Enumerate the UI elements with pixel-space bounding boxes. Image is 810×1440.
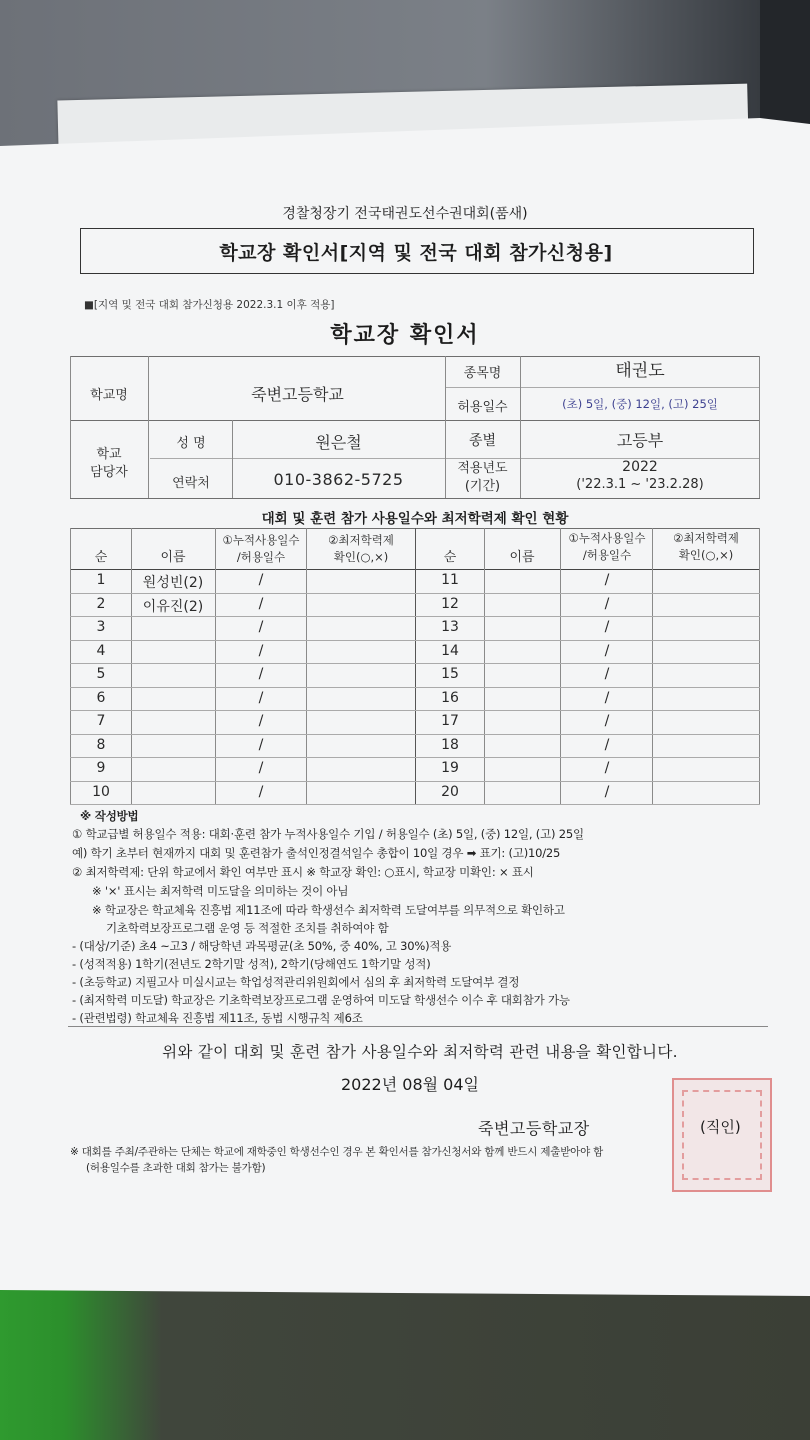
row-divider — [70, 757, 760, 758]
row-divider — [70, 640, 760, 641]
instruction-line: 기초학력보장프로그램 운영 등 적절한 조치를 취하여야 함 — [106, 921, 389, 935]
row-number: 17 — [441, 713, 459, 729]
category-value: 고등부 — [616, 431, 664, 450]
year-label: 적용년도 (기간) — [457, 461, 508, 494]
row-number: 3 — [96, 619, 106, 635]
col-no-right: 순 — [443, 550, 457, 565]
event-title: 경찰청장기 전국태권도선수권대회(품새) — [282, 206, 528, 222]
days-ratio: / — [258, 736, 264, 753]
row-number: 16 — [441, 689, 459, 706]
row-divider — [70, 781, 760, 782]
row-number: 19 — [441, 760, 459, 776]
year-period: ('22.3.1 ~ '23.2.28) — [576, 477, 704, 492]
row-number: 6 — [96, 689, 106, 706]
days-ratio: / — [258, 595, 264, 612]
row-divider — [70, 710, 760, 711]
instruction-line: ※ 학교장은 학교체육 진흥법 제11조에 따라 학생선수 최저학력 도달여부를 의무적으로 확인하고 — [92, 903, 565, 917]
principal-name: 죽변고등학교장 — [478, 1119, 590, 1138]
row-divider — [70, 616, 760, 617]
row-number: 7 — [96, 713, 106, 729]
student-name: 원성빈(2) — [142, 575, 204, 591]
footnote-2: (허용일수를 초과한 대회 참가는 불가함) — [86, 1162, 266, 1174]
sport-value: 태권도 — [615, 361, 665, 381]
col-name-left: 이름 — [160, 550, 186, 565]
name-label: 성 명 — [176, 436, 206, 451]
background-desk — [0, 1270, 810, 1440]
days-ratio: / — [258, 783, 264, 800]
category-label: 종별 — [468, 433, 497, 449]
days-ratio: / — [258, 572, 264, 588]
background-dark-corner — [760, 0, 810, 130]
status-table-title: 대회 및 훈련 참가 사용일수와 최저학력제 확인 현황 — [261, 511, 569, 527]
contact-label: 연락처 — [172, 476, 210, 491]
instruction-line: - (관련법령) 학교체육 진흥법 제11조, 동법 시행규칙 제6조 — [72, 1011, 363, 1025]
allow-value: (초) 5일, (중) 12일, (고) 25일 — [562, 397, 718, 411]
row-number: 13 — [441, 619, 459, 635]
days-ratio: / — [604, 595, 610, 612]
footnote-1: ※ 대회를 주최/주관하는 단체는 학교에 재학중인 학생선수인 경우 본 확인서를 참가신청서와 함께 반드시 제출받아야 함 — [70, 1146, 604, 1158]
row-number: 11 — [441, 572, 459, 588]
school-label: 학교명 — [90, 388, 128, 403]
manager-label: 학교 담당자 — [90, 447, 128, 480]
row-number: 4 — [96, 642, 106, 659]
confirm-statement: 위와 같이 대회 및 훈련 참가 사용일수와 최저학력 관련 내용을 확인합니다. — [162, 1043, 678, 1061]
instruction-line: ① 학교급별 허용일수 적용: 대회·훈련 참가 누적사용일수 기입 / 허용일수 (초) 5일, (중) 12일, (고) 25일 — [72, 827, 584, 841]
days-ratio: / — [258, 666, 264, 682]
instruction-line: - (대상/기준) 초4 ~고3 / 해당학년 과목평균(초 50%, 중 40%, 고 30%)적용 — [72, 939, 452, 953]
col-days-right: ①누적사용일수 /허용일수 — [568, 531, 646, 562]
days-ratio: / — [604, 783, 610, 800]
days-ratio: / — [258, 689, 264, 706]
days-ratio: / — [604, 736, 610, 753]
col-days-left: ①누적사용일수 /허용일수 — [222, 533, 300, 564]
row-divider — [70, 734, 760, 735]
col-name-right: 이름 — [509, 550, 535, 565]
days-ratio: / — [258, 760, 264, 776]
days-ratio: / — [258, 713, 264, 729]
form-title: 학교장 확인서 — [330, 323, 480, 348]
days-ratio: / — [604, 619, 610, 635]
row-number: 14 — [441, 642, 459, 659]
days-ratio: / — [604, 642, 610, 659]
row-number: 2 — [96, 595, 106, 612]
row-divider — [70, 687, 760, 688]
days-ratio: / — [604, 760, 610, 776]
row-number: 8 — [96, 736, 106, 753]
divider — [68, 1026, 768, 1027]
banner-title: 학교장 확인서[지역 및 전국 대회 참가신청용] — [219, 242, 613, 264]
row-divider — [70, 663, 760, 664]
instruction-line: - (성적적용) 1학기(전년도 2학기말 성적), 2학기(당해연도 1학기말 성적) — [72, 957, 431, 971]
instruction-line: ※ '×' 표시는 최저학력 미도달을 의미하는 것이 아님 — [92, 884, 349, 898]
days-ratio: / — [604, 572, 610, 588]
sport-label: 종목명 — [463, 366, 502, 381]
days-ratio: / — [604, 666, 610, 682]
instruction-line: 예) 학기 초부터 현재까지 대회 및 훈련참가 출석인정결석일수 총합이 10일 경우 ➡ 표기: (고)10/25 — [72, 846, 561, 860]
days-ratio: / — [604, 689, 610, 706]
days-ratio: / — [604, 713, 610, 729]
row-number: 9 — [96, 760, 106, 776]
instructions-heading: ※ 작성방법 — [80, 809, 139, 823]
confirm-date: 2022년 08월 04일 — [341, 1075, 479, 1094]
row-number: 20 — [441, 783, 459, 800]
allow-label: 허용일수 — [457, 400, 508, 415]
contact-value: 010-3862-5725 — [273, 470, 404, 489]
instruction-line: - (초등학교) 지필고사 미실시교는 학업성적관리위원회에서 심의 후 최저학력 도달여부 결정 — [72, 975, 520, 989]
row-number: 18 — [441, 736, 459, 753]
school-value: 죽변고등학교 — [251, 385, 344, 404]
row-number: 15 — [441, 666, 459, 682]
row-number: 5 — [96, 666, 106, 682]
year-value: 2022 — [622, 459, 658, 475]
row-number: 12 — [441, 595, 459, 612]
instruction-line: - (최저학력 미도달) 학교장은 기초학력보장프로그램 운영하여 미도달 학생선수 이수 후 대회참가 가능 — [72, 993, 570, 1007]
col-no-left: 순 — [94, 550, 108, 565]
row-number: 10 — [92, 783, 110, 800]
name-value: 원은철 — [315, 433, 362, 452]
instruction-line: ② 최저학력제: 단위 학교에서 확인 여부만 표시 ※ 학교장 확인: ○표시, 학교장 미확인: × 표시 — [72, 865, 534, 879]
row-number: 1 — [96, 572, 106, 588]
row-divider — [70, 804, 760, 805]
seal-label: (직인) — [700, 1118, 741, 1136]
applied-note: ■[지역 및 전국 대회 참가신청용 2022.3.1 이후 적용] — [84, 299, 335, 311]
days-ratio: / — [258, 619, 264, 635]
days-ratio: / — [258, 642, 264, 659]
col-check-left: ②최저학력제 확인(○,×) — [328, 533, 394, 564]
col-check-right: ②최저학력제 확인(○,×) — [673, 531, 739, 562]
row-divider — [70, 593, 760, 594]
student-name: 이유진(2) — [142, 598, 204, 615]
